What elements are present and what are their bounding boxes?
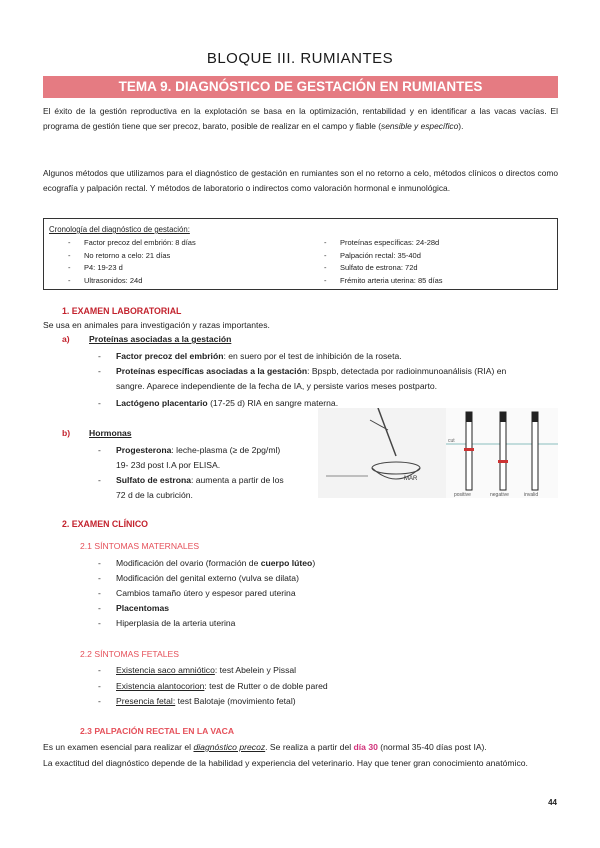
figure-label-left: MAR xyxy=(404,476,418,482)
intro-p1-italic: sensible y específico xyxy=(381,121,459,131)
test-figure xyxy=(318,408,558,498)
chronology-item: - Sulfato de estrona: 72d xyxy=(324,263,418,272)
test-illustration xyxy=(318,408,558,498)
section-1-title: 1. EXAMEN LABORATORIAL xyxy=(62,306,182,316)
chronology-item: - Proteínas específicas: 24-28d xyxy=(324,238,440,247)
chronology-item: - P4: 19-23 d xyxy=(68,263,123,272)
subsection-a-heading: a) Proteínas asociadas a la gestación xyxy=(62,334,232,344)
chronology-item: - Palpación rectal: 35-40d xyxy=(324,250,421,260)
page-number: 44 xyxy=(548,798,557,807)
chronology-box xyxy=(43,218,558,290)
subsection-2-1-title: 2.1 SÍNTOMAS MATERNALES xyxy=(80,541,200,551)
chronology-item: - Frémito arteria uterina: 85 días xyxy=(324,275,443,285)
block-title: BLOQUE III. RUMIANTES xyxy=(206,50,394,67)
subsection-2-3-title: 2.3 PALPACIÓN RECTAL EN LA VACA xyxy=(80,726,235,736)
intro-p1-text: El éxito de la gestión reproductiva en la explotación se basa en la optimización, rentabilidad y en identificar a las vacas vacías. El programa de gestión tiene que ser precoz, barato, posible de realizar en el campo y fiable ( xyxy=(43,106,558,131)
subsection-2-2-title: 2.2 SÍNTOMAS FETALES xyxy=(80,649,180,659)
section-1-intro: Se usa en animales para investigación y razas importantes. xyxy=(43,320,270,330)
subsection-b-heading: b) Hormonas xyxy=(62,428,132,438)
intro-paragraph-2: Algunos métodos que utilizamos para el diagnóstico de gestación en rumiantes son el no retorno a celo, métodos clínicos o directos como ecografía y palpación rectal. Y métodos de laboratorio o indirectos como valoración hormonal e inmunológica. xyxy=(43,168,558,193)
figure-label-cutoff: cut xyxy=(448,438,455,444)
section-2-title: 2. EXAMEN CLÍNICO xyxy=(62,519,149,529)
figure-label-positive: positive xyxy=(454,492,471,498)
chronology-item: - No retorno a celo: 21 días xyxy=(68,250,171,260)
highlight-day: día 30 xyxy=(353,742,378,752)
italic-term: diagnóstico precoz xyxy=(193,742,266,752)
document-page: BLOQUE III. RUMIANTES TEMA 9. DIAGNÓSTICO DE GESTACIÓN EN RUMIANTES El éxito de la gestión reproductiva en la explotación se basa en la optimización, rentabilidad y en identificar a las vacas vacías. El programa de gestión tiene que ser precoz, barato, posible de realizar en el campo y fiable (sensible y específico). Algunos métodos que utilizamos para el diagnóstico de gestación en rumiantes son el no retorno a celo, métodos clínicos o directos como ecografía y palpación rectal. Y métodos de laboratorio o indirectos como valoración hormonal e inmunológica. Cronología del diagnóstico de gestación: - Factor precoz del embrión: 8 días - No retorno a celo: 21 días - P4: 19-23 d - Ultrasonidos: 24d - Proteínas específicas: 24-28d - Palpación rectal: 35-40d - Sulfato de estrona: 72d - Frémito arteria uterina: 85 días 1. EXAMEN LABORATORIAL Se usa en animales para investigación y razas importantes. a) Proteínas asociadas a la gestación - Factor precoz del embrión: en suero por el test de inhibición de la roseta. - Proteínas específicas asociadas a la gestación: Bpspb, detectada por radioinmunoanálisis (RIA) en sangre. Aparece independiente de la fecha de IA, y persiste varios meses postparto. - Lactógeno placentario (17-25 d) RIA en sangre materna. b) Hormonas - Progesterona: leche-plasma (≥ de 2pg/ml) 19- 23d post I.A por ELISA. - Sulfato de estrona: aumenta a partir de los 72 d de la cubrición. MAR cut positive negative invalid 2. EXAMEN CLÍNICO 2.1 SÍNTOMAS MATERNALES - Modificación del ovario (formación de cuerpo lúteo) - Modificación del genital externo (vulva se dilata) - Cambios tamaño útero y espesor pared uterina - Placentomas - Hiperplasia de la arteria uterina 2.2 SÍNTOMAS FETALES - Existencia saco amniótico: test Abelein y Pissal - Existencia alantocorion: test de Rutter o de doble pared - Presencia fetal: test Balotaje (movimiento fetal) 2.3 PALPACIÓN RECTAL EN LA VACA Es un examen esencial para realizar el diagnóstico precoz. Se realiza a partir del día 30 (normal 35-40 días post IA). La exactitud del diagnóstico depende de la habilidad y experiencia del veterinario. Hay que tener gran conocimiento anatómico. 44 xyxy=(0,0,600,848)
chronology-item: - Ultrasonidos: 24d xyxy=(68,275,143,285)
chronology-heading: Cronología del diagnóstico de gestación: xyxy=(49,225,190,234)
chronology-item: - Factor precoz del embrión: 8 días xyxy=(68,238,196,247)
chronology-right-column xyxy=(306,237,546,287)
intro-p1-end: ). xyxy=(458,121,464,131)
figure-label-negative: negative xyxy=(490,492,509,498)
section-2-3-paragraph-2: La exactitud del diagnóstico depende de la habilidad y experiencia del veterinario. Hay que tener gran conocimiento anatómico. xyxy=(43,758,528,768)
tema-title-banner: TEMA 9. DIAGNÓSTICO DE GESTACIÓN EN RUMIANTES xyxy=(43,76,558,98)
section-2-3-paragraph-1: Es un examen esencial para realizar el diagnóstico precoz. Se realiza a partir del día 30 (normal 35-40 días post IA). xyxy=(43,742,487,752)
intro-paragraph-1 xyxy=(43,104,558,134)
figure-label-invalid: invalid xyxy=(524,492,539,498)
chronology-left-column xyxy=(50,237,290,287)
